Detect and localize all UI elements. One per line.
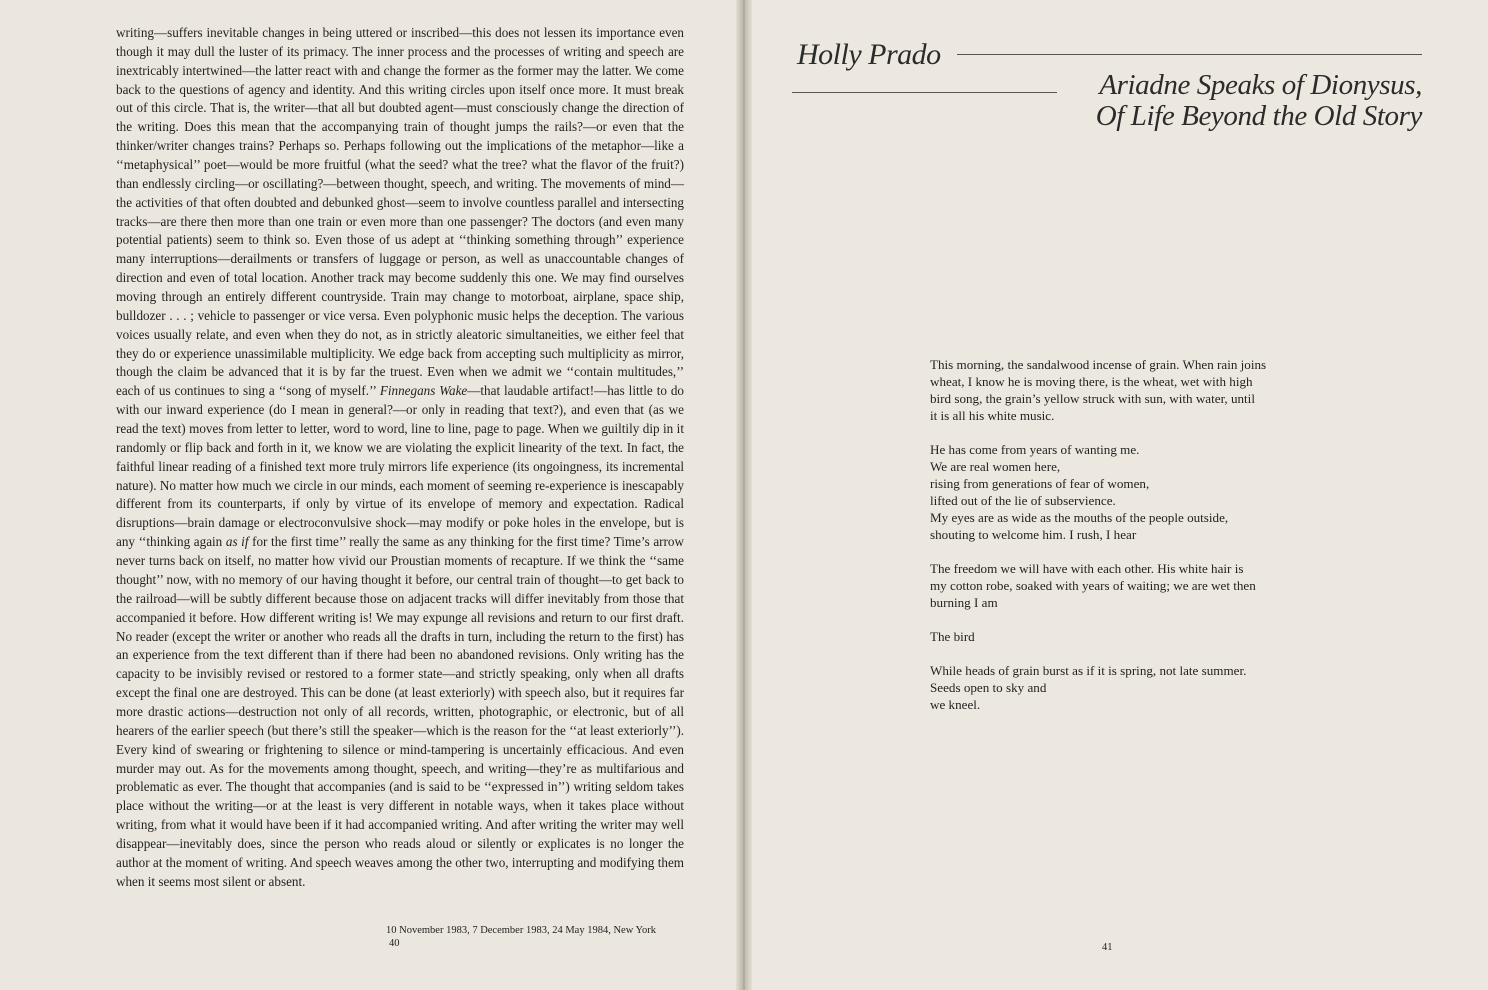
- poem-line: The bird: [930, 629, 975, 644]
- author-name: Holly Prado: [797, 38, 941, 71]
- poem-line: wheat, I know he is moving there, is the wheat, wet with high: [930, 374, 1253, 389]
- poem-title-line: Of Life Beyond the Old Story: [1095, 100, 1422, 132]
- poem-line: We are real women here,: [930, 459, 1061, 474]
- title-rule: [792, 92, 1057, 93]
- poem-line: it is all his white music.: [930, 408, 1055, 423]
- poem-line: The freedom we will have with each other. His white hair is: [930, 561, 1244, 576]
- stanza: [930, 356, 1330, 424]
- stanza: [930, 628, 1330, 645]
- poem-line: shouting to welcome him. I rush, I hear: [930, 527, 1137, 542]
- book-gutter: [736, 0, 752, 990]
- stanza: [930, 560, 1330, 611]
- page-number-left: 40: [389, 938, 400, 949]
- poem-line: My eyes are as wide as the mouths of the people outside,: [930, 510, 1229, 525]
- essay-text-run: —that laudable artifact!—has little to do with our inward experience (do I mean in general?—or only in reading that text?), and even that (as we read the text) moves from letter to letter, word to word, line to line, page to page. When we guiltily dip in it randomly or flip back and forth in it, we know we are violating the explicit linearity of the text. In fact, the faithful linear reading of a finished text more truly mirrors life experience (its ongoingness, its incremental nature). No matter how much we circle in our minds, each moment of seeming re-experience is inescapably different from its counterparts, if only by virtue of its envelope of memory and expectation. Radical disruptions—brain damage or electroconvulsive shock—may modify or poke holes in the envelope, but is any ‘‘thinking again: [116, 383, 684, 550]
- italic-book-title: Finnegans Wake: [379, 383, 468, 399]
- poem-line: He has come from years of wanting me.: [930, 442, 1140, 457]
- poem-line: bird song, the grain’s yellow struck with sun, with water, until: [930, 391, 1255, 406]
- essay-text: [116, 24, 684, 892]
- poem-line: This morning, the sandalwood incense of grain. When rain joins: [930, 357, 1267, 372]
- poem-line: rising from generations of fear of women,: [930, 476, 1150, 491]
- poem-line: my cotton robe, soaked with years of waiting; we are wet then: [930, 578, 1256, 593]
- poem-body: [930, 356, 1330, 730]
- poem-title-line: Ariadne Speaks of Dionysus,: [1099, 69, 1422, 101]
- italic-phrase: as if: [225, 534, 249, 550]
- poem-line: we kneel.: [930, 697, 981, 712]
- poem-line: burning I am: [930, 595, 998, 610]
- poem-title: [1096, 70, 1422, 132]
- author-rule: [957, 54, 1422, 55]
- page-number-right: 41: [1102, 942, 1113, 953]
- poem-line: lifted out of the lie of subservience.: [930, 493, 1116, 508]
- stanza: [930, 441, 1330, 543]
- poem-line: While heads of grain burst as if it is spring, not late summer.: [930, 663, 1247, 678]
- stanza: [930, 662, 1330, 713]
- poem-line: Seeds open to sky and: [930, 680, 1047, 695]
- left-page: [0, 0, 742, 990]
- date-line: 10 November 1983, 7 December 1983, 24 May 1984, New York: [386, 925, 657, 936]
- essay-text-run: for the first time’’ really the same as any thinking for the first time? Time’s arrow never turns back on itself, no matter how vivid our Proustian moments of recapture. If we think the ‘‘same thought’’ now, with no memory of our having thought it before, our central train of thought—to get back to the railroad—will be subtly different because those on adjacent tracks will differ inevitably from those that accompanied it before. How different writing is! We may expunge all revisions and return to our first draft. No reader (except the writer or another who reads all the drafts in turn, including the return to the first) has an experience from the text different than if there had been no abandoned revisions. Only writing has the capacity to be invisibly revised or restored to a former state—and strictly speaking, only when all drafts except the final one are destroyed. This can be done (at least exteriorly) with speech also, but it requires far more drastic actions—destruction not only of all records, written, photographic, or electronic, but of all hearers of the earlier speech (but there’s still the speaker—which is the reason for the ‘‘at least exteriorly’’). Every kind of swearing or frightening to silence or mind-tampering is uncertainly efficacious. And even murder may out. As for the movements among thought, speech, and writing—they’re as multifarious and problematic as ever. The thought that accompanies (and is said to be ‘‘expressed in’’) writing seldom takes place without the writing—or at the least is very different in notable ways, when it takes place without writing, from what it would have been if it had accompanied writing. And after writing the writer may well disappear—inevitably does, since the person who reads aloud or silently or explicates is no longer the author at the moment of writing. And speech weaves among the other two, interrupting and modifying them when it seems most silent or absent.: [116, 534, 684, 889]
- essay-text-run: writing—suffers inevitable changes in being uttered or inscribed—this does not lessen its importance even though it may dull the luster of its primacy. The inner process and the processes of writing and speech are inextricably intertwined—the latter react with and change the former as the former may the latter. We come back to the questions of agency and identity. And this writing circles upon itself once more. It must break out of this circle. That is, the writer—that all but doubted agent—must consciously change the direction of the writing. Does this mean that the accompanying train of thought jumps the rails?—or even that the thinker/writer changes trains? Perhaps so. Perhaps following out the implications of the metaphor—like a ‘‘metaphysical’’ poet—would be more fruitful (what the seed? what the tree? what the flavor of the fruit?) than endlessly circling—or oscillating?—between thought, speech, and writing. The movements of mind—the activities of that often doubted and debunked ghost—seem to involve countless parallel and intersecting tracks—are there then more than one train or even more than one passenger? The doctors (and even many potential patients) seem to think so. Even those of us adept at ‘‘thinking something through’’ experience many interruptions—derailments or transfers of luggage or person, as well as unaccountable changes of direction and even of total location. Another track may become suddenly this one. We may find ourselves moving through an entirely different countryside. Train may change to motorboat, airplane, space ship, bulldozer . . . ; vehicle to passenger or vice versa. Even polyphonic music helps the deception. The various voices usually relate, and even when they do not, as in strictly aleatoric simultaneities, we either feel that they do or experience unassimilable multiplicity. We edge back from accepting such multiplicity as mirror, though the claim be advanced that it is by far the truest. Even when we admit we ‘‘contain multitudes,’’ each of us continues to sing a ‘‘song of myself.’’: [116, 25, 684, 399]
